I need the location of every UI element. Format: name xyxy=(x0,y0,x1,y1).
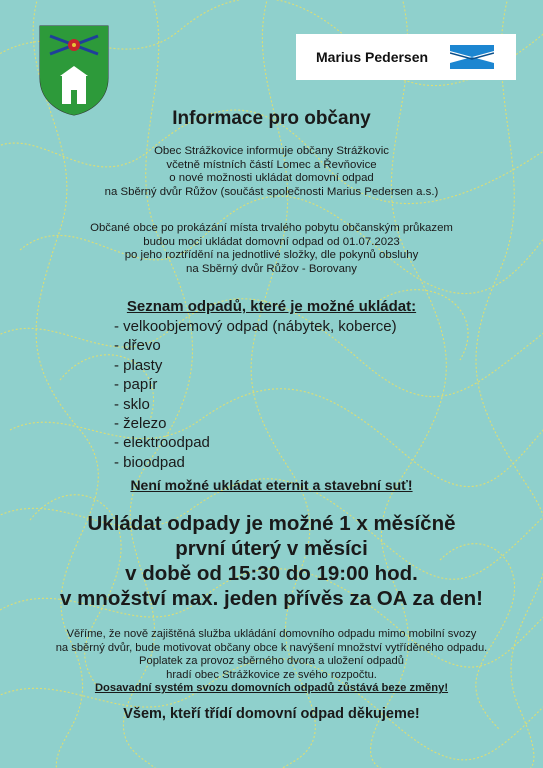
closing-paragraph xyxy=(10,628,533,696)
proof-paragraph xyxy=(20,222,523,276)
municipal-coat-of-arms-icon xyxy=(38,24,110,116)
intro-line: včetně místních částí Lomec a Řevňovice xyxy=(166,158,377,171)
schedule-line: Ukládat odpady je možné 1 x měsíčně xyxy=(87,512,456,535)
waste-list-heading: Seznam odpadů, které je možné ukládat: xyxy=(126,298,417,315)
intro-line: o nové možnosti ukládat domovní odpad xyxy=(169,172,374,185)
thanks-text: Všem, kteří třídí domovní odpad děkujeme! xyxy=(123,706,420,722)
proof-line: na Sběrný dvůr Růžov - Borovany xyxy=(186,262,357,275)
waste-list-item: - dřevo xyxy=(114,337,161,355)
partner-logo-text: Marius Pedersen xyxy=(316,49,429,65)
schedule-line: v množství max. jeden přívěs za OA za den! xyxy=(59,587,484,610)
proof-line: Občané obce po prokázání místa trvalého pobytu občanským průkazem xyxy=(90,222,453,234)
intro-paragraph xyxy=(20,145,523,199)
waste-list xyxy=(114,317,397,472)
waste-list-item: - sklo xyxy=(114,395,150,413)
partner-logo xyxy=(296,34,516,80)
closing-line: na sběrný dvůr, bude motivovat občany obce k navýšení množství vytříděného odpadu. xyxy=(55,641,488,654)
closing-note: Dosavadní systém svozu domovních odpadů zůstává beze změny! xyxy=(94,682,449,695)
intro-line: na Sběrný dvůr Růžov (součást společnosti Marius Pedersen a.s.) xyxy=(104,185,439,198)
proof-line: po jeho roztřídění na jednotlivé složky, dle pokynů obsluhy xyxy=(124,249,419,262)
closing-line: Věříme, že nově zajištěná služba ukládání domovního odpadu mimo mobilní svozy xyxy=(66,628,477,640)
schedule-line: první úterý v měsíci xyxy=(175,537,368,560)
waste-list-item: - velkoobjemový odpad (nábytek, koberce) xyxy=(114,318,397,335)
page-title: Informace pro občany xyxy=(172,108,371,129)
waste-list-item: - plasty xyxy=(114,356,163,374)
marius-pedersen-logo-mark-icon xyxy=(450,45,494,69)
waste-list-item: - bioodpad xyxy=(114,453,185,471)
intro-line: Obec Strážkovice informuje občany Strážkovic xyxy=(154,145,389,157)
schedule-block xyxy=(0,511,543,611)
warning-text: Není možné ukládat eternit a stavební suť! xyxy=(130,477,413,493)
proof-line: budou moci ukládat domovní odpad od 01.07.2023 xyxy=(143,235,400,248)
closing-line: Poplatek za provoz sběrného dvora a uložení odpadů xyxy=(139,655,404,668)
schedule-line: v době od 15:30 do 19:00 hod. xyxy=(125,562,418,585)
waste-list-item: - elektroodpad xyxy=(114,434,210,452)
waste-list-item: - papír xyxy=(114,376,158,394)
closing-line: hradí obec Strážkovice ze svého rozpočtu. xyxy=(166,668,377,681)
waste-list-item: - železo xyxy=(114,415,167,433)
